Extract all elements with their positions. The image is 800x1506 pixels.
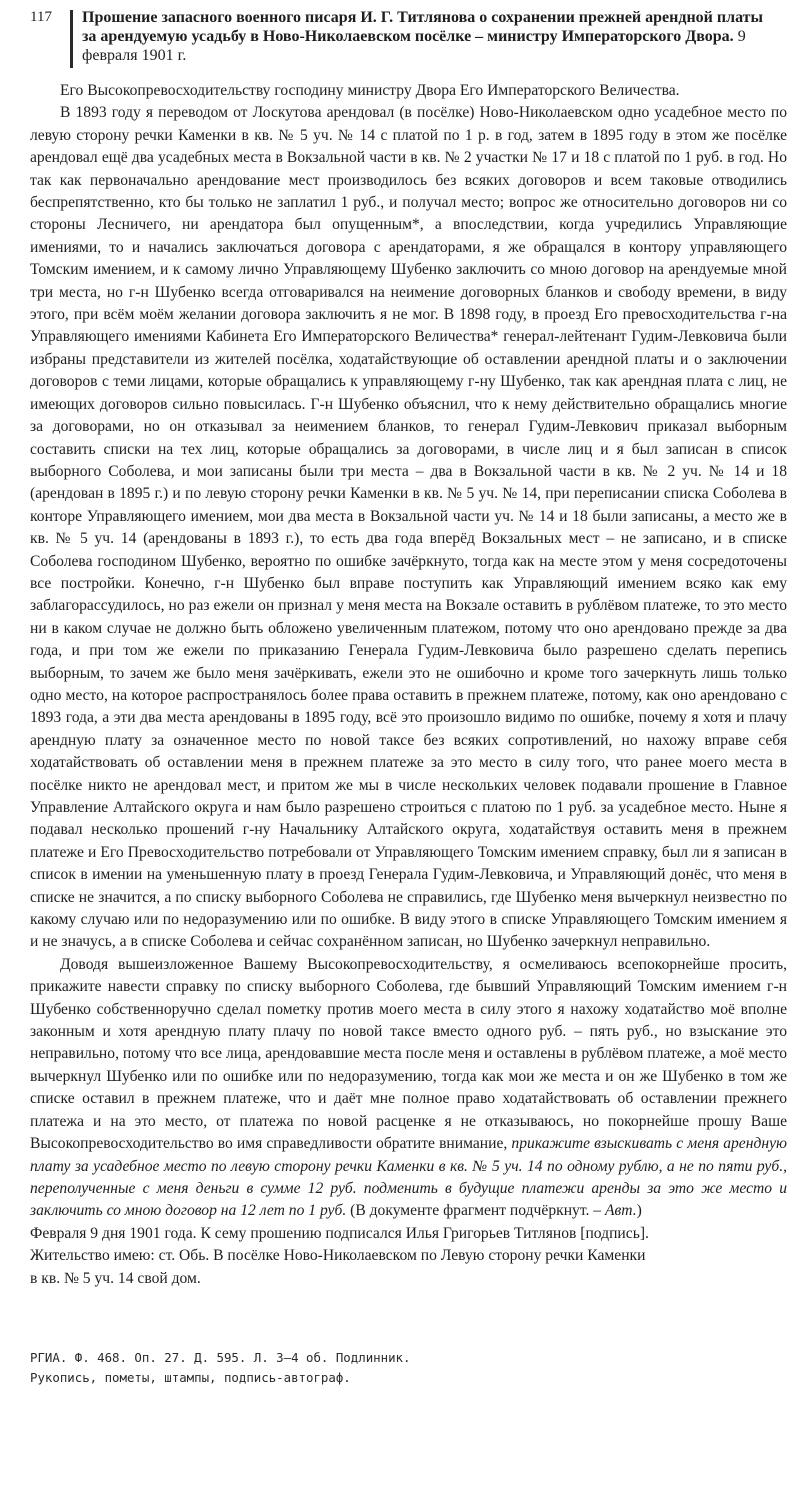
petition-paragraph-1: В 1893 году я переводом от Лоскутова арендовал (в посёлке) Ново-Николаевском одно усадебное место по левую сторону речки Каменки в кв. № 5 уч. № 14 с платой по 1 р. в год, затем в 1895 году в этом же посёлке арендовал ещё два усадебных места в Вокзальной части в кв. № 2 участки № 17 и 18 с платой по 1 руб. в год. Но так как первоначально арендование мест производилось без всяких договоров и всем таковые отводились беспрепятственно, кто бы только не заплатил 1 руб., и получал место; вопрос же относительно договоров ни со стороны Лесничего, ни арендатора был опущенным*, а впоследствии, когда учредились Управляющие имениями, то и начались заключаться договора с арендаторами, я же обращался в контору управляющего Томским имением, и к самому лично Управляющему Шубенко заключить со мною договор на арендуемые мной три места, но г-н Шубенко всегда отговаривался на неимение договорных бланков и свободу времени, в виду этого, при всём моём желании договора заключить я не мог. В 1898 году, в проезд Его превосходительства г-на Управляющего имениями Кабинета Его Императорского Величества* генерал-лейтенант Гудим-Левковича были избраны представители из жителей посёлка, ходатайствующие об оставлении арендной платы и о заключении договоров с теми лицами, которые обращались к управляющему г-ну Шубенко, так как арендная плата с лиц, не имеющих договоров сильно повысилась. Г-н Шубенко объяснил, что к нему действительно обращались многие за договорами, но он отказывал за неимением бланков, то генерал Гудим-Левкович приказал выборным составить списки на тех лиц, которые обращались за договорами, в числе лиц и я был записан в список выборного Соболева, и мои записаны были три места – два в Вокзальной части в кв. № 2 уч. № 14 и 18 (арендован в 1895 г.) и по левую сторону речки Каменки в кв. № 5 уч. № 14, при переписании списка Соболева в конторе Управляющего имением, мои два места в Вокзальной части уч. № 14 и 18 были записаны, а место же в кв. № 5 уч. 14 (арендованы в 1893 г.), то есть два года вперёд Вокзальных мест – не записано, и в списке Соболева господином Шубенко, вероятно по ошибке зачёркнуто, тогда как на месте этом у меня сосредоточены все постройки. Конечно, г-н Шубенко был вправе поступить как Управляющий имением всяко как ему заблагорассудилось, но раз ежели он признал у меня места на Вокзале оставить в рублёвом платеже, то это место ни в каком случае не должно быть обложено увеличенным платежом, потому что оно арендовано прежде за два года, и при том же ежели по приказанию Генерала Гудим-Левковича было разрешено сделать перепись выборным, то зачем же было меня зачёркивать, ежели это не ошибочно и кроме того зачеркнуть лишь только одно место, на которое распространялось более права оставить в прежнем платеже, потому, как оно арендовано с 1893 года, а эти два места арендованы в 1895 году, всё это произошло видимо по ошибке, почему я хотя и плачу арендную плату за означенное место по новой таксе без всяких сопротивлений, но нахожу вправе себя ходатайствовать об оставлении меня в прежнем платеже за это место в силу того, что ранее моего места в посёлке никто не арендовал мест, и притом же мы в числе нескольких человек подавали прошение в Главное Управление Алтайского округа и нам было разрешено строиться с платою по 1 руб. за усадебное место. Ныне я подавал несколько прошений г-ну Начальнику Алтайского округа, ходатайствуя оставить меня в прежнем платеже и Его Превосходительство потребовали от Управляющего Томским имением справку, был ли я записан в список в имении на уменьшенную плату в проезд Генерала Гудим-Левковича, и Управляющий донёс, что меня в списке не значится, а по списку выборного Соболева не справились, где Шубенко меня вычеркнул неизвестно по какому случаю или по недоразумению или по ошибке. В виду этого в списке Управляющего Томским имением я и не значусь, а в списке Соболева и сейчас сохранённом записан, но Шубенко зачеркнул неправильно. xyxy=(30,104,787,951)
residence-line-cont: в кв. № 5 уч. 14 свой дом. xyxy=(30,1269,201,1287)
document-header xyxy=(10,8,780,70)
archive-reference xyxy=(30,1348,750,1388)
petition-underlined-fragment: прикажите взыскивать с меня арендную плату за усадебное место по левую сторону речки Каменки в кв. № 5 уч. 14 по одному рублю, а не по пяти руб., переполученные с меня деньги в сумме 12 руб. подменить в будущие платежи аренды за это же место и заключить со мною договор на 12 лет по 1 руб. xyxy=(30,1135,788,1220)
editor-note-open: (В документе фрагмент подчёркнут. – xyxy=(346,1202,605,1220)
archive-description: Рукопись, пометы, штампы, подпись-автограф. xyxy=(30,1370,351,1385)
document-date: 9 февраля 1901 г. xyxy=(82,28,746,64)
document-number: 117 xyxy=(30,9,52,25)
signature-line: Февраля 9 дня 1901 года. К сему прошению подписался Илья Григорьев Титлянов [подпись]. xyxy=(30,1224,649,1242)
document-title-text: Прошение запасного военного писаря И. Г. Титлянова о сохранении прежней арендной платы за арендуемую усадьбу в Ново-Николаевском посёлке – министру Императорского Двора. xyxy=(82,9,764,45)
header-divider xyxy=(70,10,73,68)
petition-request-text: Доводя вышеизложенное Вашему Высокопревосходительству, я осмеливаюсь всепокорнейше просить, прикажите навести справку по списку выборного Соболева, где бывший Управляющий Томским имением г-н Шубенко собственноручно сделал пометку против моего места в силу этого я нахожу ходатайство моё вполне законным и хотя арендную плату плачу по новой таксе вместо одного руб. – пять руб., но взыскание это неправильно, потому что все лица, арендовавшие места после меня и оставлены в рублёвом платеже, а моё место вычеркнул Шубенко или по ошибке или по недоразумению, тогда как мои же места и он же Шубенко в том же списке оставил в прежнем платеже, что и даёт мне полное право ходатайствовать об оставлении прежнего платежа и на это место, от платежа по новой расценке я не отказываюсь, но покорнейше прошу Ваше Высокопревосходительство во имя справедливости обратите внимание, xyxy=(30,955,787,1153)
document-body xyxy=(30,80,787,1290)
petition-paragraph-2 xyxy=(30,954,787,1223)
residence-line: Жительство имею: ст. Обь. В посёлке Ново-Николаевском по Левую сторону речки Каменки xyxy=(30,1247,646,1265)
archive-citation: РГИА. Ф. 468. Оп. 27. Д. 595. Л. 3–4 об. Подлинник. xyxy=(30,1350,411,1365)
document-title xyxy=(82,8,772,65)
editor-note-author: Авт. xyxy=(604,1202,637,1220)
addressee-paragraph: Его Высокопревосходительству господину министру Двора Его Императорского Величества. xyxy=(60,82,680,99)
editor-note-close: ) xyxy=(636,1202,642,1220)
